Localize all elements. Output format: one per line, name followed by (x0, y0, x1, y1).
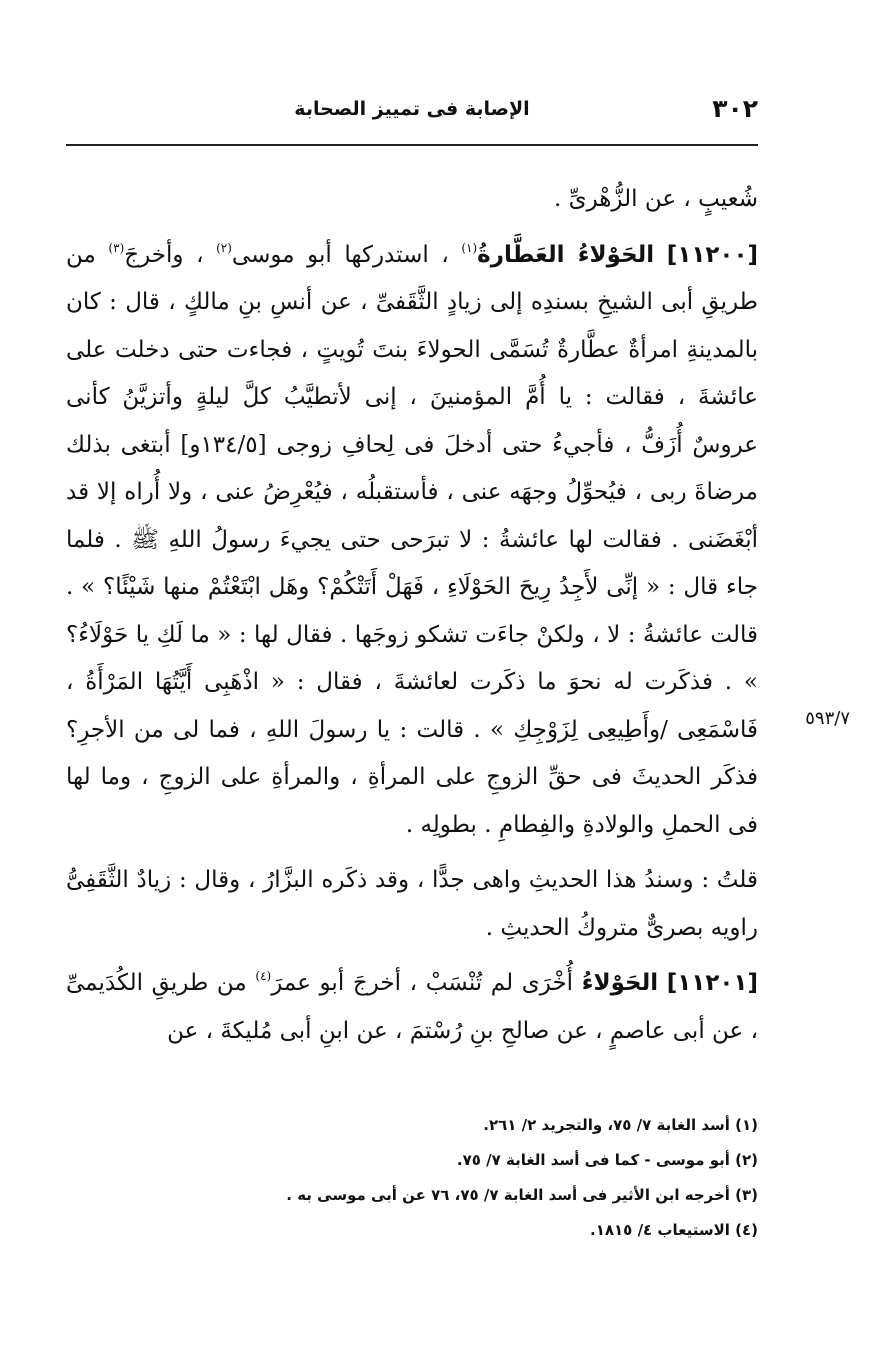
entry-text: ، استدركها أبو موسى (231, 241, 462, 268)
footnote-ref: (٢) (216, 240, 232, 255)
body-text (66, 176, 758, 1055)
author-comment: قلتُ : وسندُ هذا الحديثِ واهى جدًّا ، وقد ذكَره البزَّارُ ، وقال : زيادٌ الثَّقَفِىُّ راويه بصرىٌّ متروكُ الحديثِ . (66, 867, 758, 941)
footnote: (٤) الاستيعاب ٤/ ١٨١٥. (590, 1221, 758, 1239)
footnote: (٣) أخرجه ابن الأثير فى أسد الغابة ٧/ ٧٥، ٧٦ عن أبى موسى به . (286, 1186, 758, 1204)
header-divider (66, 144, 758, 146)
running-title: الإصابة فى تمييز الصحابة (294, 98, 530, 120)
entry-text: من طريقِ أبى الشيخِ بسندِه إلى زيادٍ الثَّقَفىِّ ، عن أنسِ بنِ مالكٍ ، قال : كان بالمدينةِ امرأةٌ عطَّارةٌ تُسَمَّى الحولاءَ بنتَ تُويتٍ ، فجاءت حتى دخلت على عائشةَ ، فقالت : يا أُمَّ المؤمنينَ ، إنى لأتطيَّبُ كلَّ ليلةٍ وأتزيَّنُ كأنى عروسٌ أُزَفُّ ، فأجيءُ حتى أدخلَ فى لِحافِ زوجى [١٣٤/٥و] أبتغى بذلك مرضاةَ ربى ، فيُحوِّلُ وجهَه عنى ، فأستقبلُه ، فيُعْرِضُ عنى ، ولا أُراه إلا قد أبْغَضَنى . فقالت لها عائشةُ : لا تبرَحى حتى يجيءَ رسولُ اللهِ ﷺ . فلما جاء قال : « إنِّى لأَجِدُ رِيحَ الحَوْلَاءِ ، فَهَلْ أَتَتْكُمْ؟ وهَل ابْتَعْتُمْ منها شَيْئًا؟ » . قالت عائشةُ : لا ، ولكنْ جاءَت تشكو زوجَها . فقال لها : « ما لَكِ يا حَوْلَاءُ؟ » . فذكَرت له نحوَ ما ذكَرت لعائشةَ ، فقال : « اذْهَبِى أَيَّتُهَا المَرْأَةُ ، فَاسْمَعِى /وأَطِيعِى لِزَوْجِكِ » . قالت : يا رسولَ اللهِ ، فما لى من الأجرِ؟ فذكَر الحديثَ فى حقِّ الزوجِ على المرأةِ ، والمرأةِ على الزوجِ ، وما لها فى الحملِ والولادةِ والفِطامِ . بطولِه . (66, 241, 758, 838)
footnote: (١) أسد الغابة ٧/ ٧٥، والتجريد ٢/ ٢٦١. (483, 1116, 758, 1134)
entry-text: من طريقِ الكُدَيمىِّ ، عن أبى عاصمٍ ، عن صالحِ بنِ رُسْتمَ ، عن ابنِ أبى مُليكةَ ، عن (66, 970, 758, 1044)
entry-name: الحَوْلاءُ (581, 970, 659, 996)
footnote-ref: (٤) (255, 969, 272, 983)
paragraph-continuation: شُعيبٍ ، عن الزُّهْرىِّ . (553, 186, 758, 212)
entry-text: أُخْرَى لم تُنْسَبْ ، أخرجَ أبو عمرَ (271, 970, 582, 996)
entry-number: [١١٢٠٠] (666, 241, 759, 268)
page-header (66, 94, 758, 134)
margin-reference: ٥٩٣/٧ (805, 708, 850, 729)
entry-text: ، وأخرجَ (124, 241, 217, 268)
entry-number: [١١٢٠١] (666, 970, 758, 996)
footnotes (150, 1108, 758, 1248)
footnote-ref: (٣) (108, 240, 125, 255)
entry-name: الحَوْلاءُ العَطَّارةُ (477, 241, 655, 268)
entry-11200 (66, 232, 758, 850)
footnote-ref: (١) (461, 240, 478, 255)
footnote: (٢) أبو موسى - كما فى أسد الغابة ٧/ ٧٥. (456, 1151, 758, 1169)
page-number: ٣٠٢ (712, 94, 758, 123)
entry-11201 (66, 960, 758, 1055)
